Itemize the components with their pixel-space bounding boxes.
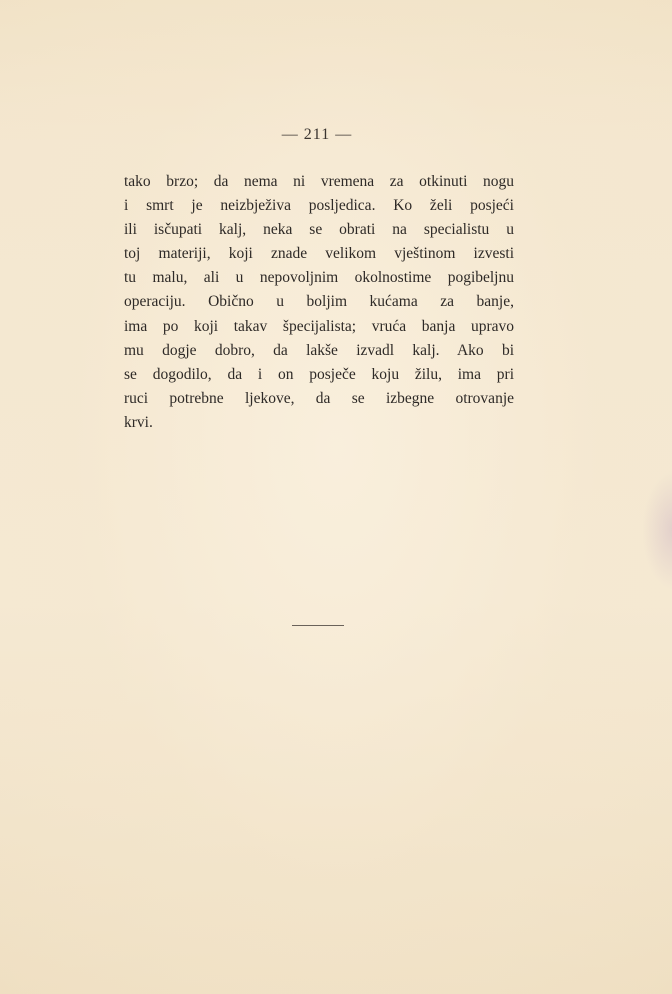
text-line: ili isčupati kalj, neka se obrati na specialistu u xyxy=(124,221,514,239)
text-line: toj materiji, koji znade velikom vještinom izvesti xyxy=(124,245,514,263)
text-line: tu malu, ali u nepovoljnim okolnostime pogibeljnu xyxy=(124,269,514,287)
body-paragraph xyxy=(124,170,514,435)
text-line: krvi. xyxy=(124,413,153,431)
paper-stain xyxy=(642,470,672,590)
text-line: operaciju. Obično u boljim kućama za banje, xyxy=(124,293,514,311)
text-line: ima po koji takav špecijalista; vruća banja upravo xyxy=(124,317,514,335)
text-line: mu dogje dobro, da lakše izvadl kalj. Ako bi xyxy=(124,341,514,359)
text-line: i smrt je neizbježiva posljedica. Ko želi posjeći xyxy=(124,197,514,215)
text-line: tako brzo; da nema ni vremena za otkinuti nogu xyxy=(124,173,514,190)
text-line: se dogodilo, da i on posječe koju žilu, ima pri xyxy=(124,365,514,383)
text-line: ruci potrebne ljekove, da se izbegne otrovanje xyxy=(124,389,514,407)
section-end-rule xyxy=(292,625,344,626)
page-number: — 211 — xyxy=(281,126,353,143)
